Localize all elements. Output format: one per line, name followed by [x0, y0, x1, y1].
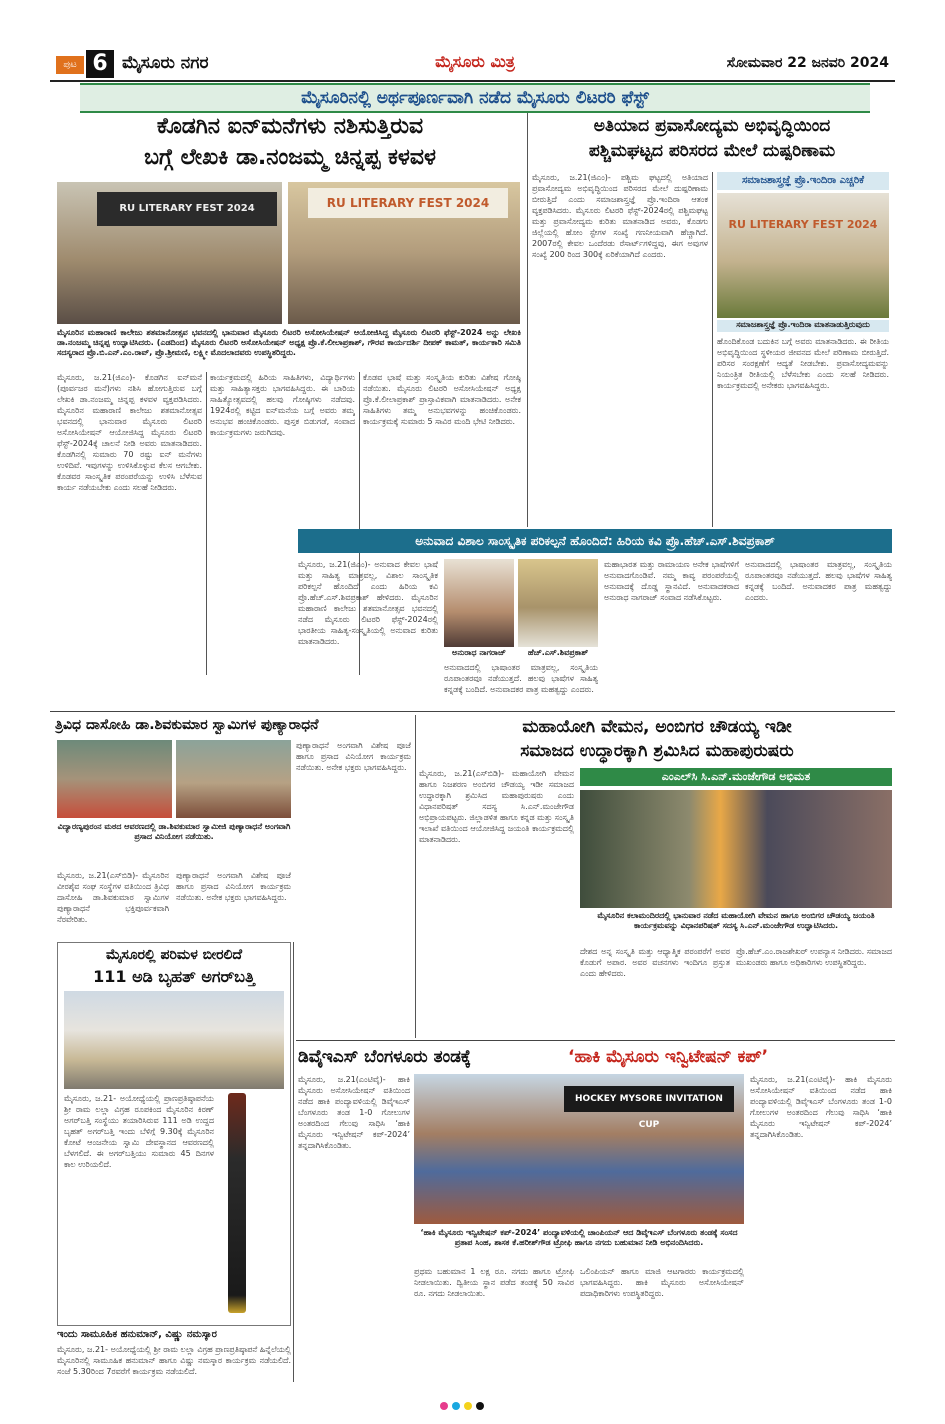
- story1-headline-line2: ಬಗ್ಗೆ ಲೇಖಕಿ ಡಾ.ನಂಜಮ್ಮ ಚಿನ್ನಪ್ಪ ಕಳವಳ: [144, 145, 436, 170]
- page-label: ಪುಟ: [56, 56, 84, 74]
- story8-headline-a: ಡಿವೈಇಎಸ್ ಬೆಂಗಳೂರು ತಂಡಕ್ಕೆ: [298, 1047, 471, 1067]
- story6-col-text: ಮೈಸೂರು, ಜ.21- ಅಯೋಧ್ಯೆಯಲ್ಲಿ ಪ್ರಾಣಪ್ರತಿಷ್ಠಾಪನೆಯ ಶ್ರೀ ರಾಮ ಲಲ್ಲಾ ವಿಗ್ರಹ ರೂಪಕಿಂದ ಮೈಸೂರಿನ ಕಿರಣ್ ಅಗರ್‌ಬತ್ತಿ ಸಂಸ್ಥೆಯು ತಯಾರಿಸಿರುವ 111 ಅಡಿ ಉದ್ದದ ಬೃಹತ್ ಅಗರ್‌ಬತ್ತಿ ಇಂದು ಬೆಳಿಗ್ಗೆ 9.30ಕ್ಕೆ ಮೈಸೂರಿನ ಕೋಟೆ ಆಂಜನೇಯ ಸ್ವಾಮಿ ದೇವಸ್ಥಾನದ ಆವರಣದಲ್ಲಿ ಬೆಳಗಲಿದೆ. ಈ ಅಗರ್‌ಬತ್ತಿಯು ಸುಮಾರು 45 ದಿನಗಳ ಕಾಲ ಉರಿಯಲಿದೆ.: [64, 1094, 214, 1169]
- story1-col1-text: ಮೈಸೂರು, ಜ.21(ಜಿಎಂ)- ಕೊಡಗಿನ ಐನ್‌ಮನೆ (ಪೂರ್ವಜರ ಮನೆ)ಗಳು ನಶಿಸಿ ಹೋಗುತ್ತಿರುವ ಬಗ್ಗೆ ಲೇಖಕಿ ಡಾ.ನಂಜಮ್ಮ ಚಿನ್ನಪ್ಪ ಕಳವಳ ವ್ಯಕ್ತಪಡಿಸಿದರು. ಮೈಸೂರಿನ ಮಹಾರಾಣಿ ಕಾಲೇಜು ಶತಮಾನೋತ್ಸವ ಭವನದಲ್ಲಿ ಭಾನುವಾರ ಮೈಸೂರು ಲಿಟರರಿ ಅಸೋಸಿಯೇಷನ್ ಆಯೋಜಿಸಿದ್ದ ಮೈಸೂರು ಲಿಟರರಿ ಫೆಸ್ಟ್-2024ಕ್ಕೆ ಚಾಲನೆ ನೀಡಿ ಅವರು ಮಾತನಾಡಿದರು. ಕೊಡಗಿನಲ್ಲಿ ಸುಮಾರು 70 ರಷ್ಟು ಐನ್ ಮನೆಗಳು ಉಳಿದಿವೆ. ಇವುಗಳನ್ನು ಉಳಿಸಿಕೊಳ್ಳುವ ಕೆಲಸ ಆಗಬೇಕು. ಕೊಡವರ ಸಾಂಸ್ಕೃತಿಕ ಪರಂಪರೆಯನ್ನು ಉಳಿಸಿ ಬೆಳೆಸುವ ಕಾರ್ಯ ನಡೆಯಬೇಕು ಎಂದು ಸಲಹೆ ನೀಡಿದರು.: [57, 373, 202, 492]
- story3-photo-anuradha: [444, 559, 514, 647]
- story4-col3-text: ಪುಣ್ಯಾರಾಧನೆ ಅಂಗವಾಗಿ ವಿಶೇಷ ಪೂಜೆ ಹಾಗೂ ಪ್ರಸಾದ ವಿನಿಯೋಗ ಕಾರ್ಯಕ್ರಮ ನಡೆಯಿತು. ಅನೇಕ ಭಕ್ತರು ಭಾಗವಹಿಸಿದ್ದರು.: [296, 741, 411, 772]
- story6-box: [57, 942, 291, 1326]
- story4-photo-2: [176, 740, 291, 818]
- story3-caption-right: ಹೆಚ್.ಎಸ್.ಶಿವಪ್ರಕಾಶ್: [527, 648, 589, 657]
- story3-col4-text: ಅನುವಾದದಲ್ಲಿ ಭಾಷಾಂತರ ಮಾತ್ರವಲ್ಲ, ಸಂಸ್ಕೃತಿಯ ರೂಪಾಂತರವೂ ನಡೆಯುತ್ತದೆ. ಹಲವು ಭಾಷೆಗಳ ಸಾಹಿತ್ಯ ಕನ್ನಡಕ್ಕೆ ಬಂದಿದೆ. ಅನುವಾದಕರ ಪಾತ್ರ ಮಹತ್ವದ್ದು ಎಂದರು.: [745, 560, 892, 602]
- story5-headline-line1: ಮಹಾಯೋಗಿ ವೇಮನ, ಅಂಬಿಗರ ಚೌಡಯ್ಯ ಇಡೀ: [522, 717, 792, 737]
- story1-headline-line1: ಕೊಡಗಿನ ಐನ್‌ಮನೆಗಳು ನಶಿಸುತ್ತಿರುವ: [156, 114, 424, 139]
- story8-col3-text: ಒಲಿಂಪಿಯನ್ ಹಾಗೂ ಮಾಜಿ ಆಟಗಾರರು ಕಾರ್ಯಕ್ರಮದಲ್ಲಿ ಭಾಗವಹಿಸಿದ್ದರು. ಹಾಕಿ ಮೈಸೂರು ಅಸೋಸಿಯೇಷನ್ ಪದಾಧಿಕಾರಿಗಳು ಉಪಸ್ಥಿತರಿದ್ದರು.: [580, 1267, 744, 1298]
- masthead: ಮೈಸೂರು ಮಿತ್ರ: [435, 52, 515, 71]
- story8-photo-team: [414, 1074, 744, 1224]
- agarbatti-image: [228, 1093, 246, 1313]
- story8-photo-banner: HOCKEY MYSORE INVITATION CUP: [564, 1086, 734, 1112]
- story4-caption: ವಿದ್ಯಾರಣ್ಯಪುರಂನ ಮಠದ ಆವರಣದಲ್ಲಿ ಡಾ.ಶಿವಕುಮಾರ ಸ್ವಾಮೀಜಿ ಪುಣ್ಯಾರಾಧನೆ ಅಂಗವಾಗಿ ಪ್ರಸಾದ ವಿನಿಯೋಗ ನಡೆಯಿತು.: [57, 822, 291, 841]
- story1-photo-banner: RU LITERARY FEST 2024: [97, 192, 277, 226]
- story2-column-1: [532, 172, 708, 527]
- story5-column-2: [580, 946, 730, 1038]
- page-date: ಸೋಮವಾರ 22 ಜನವರಿ 2024: [726, 55, 889, 71]
- story5-tag: ಎಂಎಲ್‌ಸಿ ಸಿ.ಎನ್.ಮಂಜೇಗೌಡ ಅಭಿಮತ: [580, 768, 892, 786]
- story8-column-1: [298, 1074, 410, 1380]
- story4-photo-1: [57, 740, 172, 818]
- story3-column-4: [745, 559, 892, 707]
- story4-column-1: [57, 870, 169, 938]
- story8-column-2: [414, 1266, 574, 1380]
- story8-column-4: [750, 1074, 892, 1380]
- story5-col1-text: ಮೈಸೂರು, ಜ.21(ಎಸ್‌ಬಿಡಿ)- ಮಹಾಯೋಗಿ ವೇಮನ ಹಾಗೂ ನಿಜಶರಣ ಅಂಬಿಗರ ಚೌಡಯ್ಯ ಇಡೀ ಸಮಾಜದ ಉದ್ಧಾರಕ್ಕಾಗಿ ಶ್ರಮಿಸಿದ ಮಹಾಪುರುಷರು ಎಂದು ವಿಧಾನಪರಿಷತ್ ಸದಸ್ಯ ಸಿ.ಎನ್.ಮಂಜೇಗೌಡ ಅಭಿಪ್ರಾಯಪಟ್ಟರು. ಜಿಲ್ಲಾಡಳಿತ ಹಾಗೂ ಕನ್ನಡ ಮತ್ತು ಸಂಸ್ಕೃತಿ ಇಲಾಖೆ ವತಿಯಿಂದ ಆಯೋಜಿಸಿದ್ದ ಜಯಂತಿ ಕಾರ್ಯಕ್ರಮದಲ್ಲಿ ಮಾತನಾಡಿದರು.: [419, 769, 574, 844]
- story3-photo-shivaprakash: [518, 559, 598, 647]
- story3-column-2: [444, 662, 598, 707]
- story2-column-2: [717, 336, 889, 527]
- story5-column-1: [419, 768, 574, 1038]
- story8-headline-b: ‘ಹಾಕಿ ಮೈಸೂರು ಇನ್ವಿಟೇಷನ್ ಕಪ್’: [568, 1047, 769, 1067]
- registration-marks: [0, 1400, 945, 1414]
- story6-headline: ಮೈಸೂರಲ್ಲಿ ಪರಿಮಳ ಬೀರಲಿದೆ: [105, 947, 243, 963]
- story2-headline-line1: ಅತಿಯಾದ ಪ್ರವಾಸೋದ್ಯಮ ಅಭಿವೃದ್ಧಿಯಿಂದ: [593, 116, 831, 136]
- story8-col1-text: ಮೈಸೂರು, ಜ.21(ಎಂಟಿವೈ)- ಹಾಕಿ ಮೈಸೂರು ಅಸೋಸಿಯೇಷನ್ ವತಿಯಿಂದ ನಡೆದ ಹಾಕಿ ಪಂದ್ಯಾವಳಿಯಲ್ಲಿ ಡಿವೈಇಎಸ್ ಬೆಂಗಳೂರು ತಂಡ 1-0 ಗೋಲುಗಳ ಅಂತರದಿಂದ ಗೆಲುವು ಸಾಧಿಸಿ ‘ಹಾಕಿ ಮೈಸೂರು ಇನ್ವಿಟೇಷನ್ ಕಪ್-2024’ ತನ್ನದಾಗಿಸಿಕೊಂಡಿತು.: [298, 1075, 410, 1150]
- story5-caption: ಮೈಸೂರಿನ ಕಲಾಮಂದಿರದಲ್ಲಿ ಭಾನುವಾರ ನಡೆದ ಮಹಾಯೋಗಿ ವೇಮನ ಹಾಗೂ ಅಂಬಿಗರ ಚೌಡಯ್ಯ ಜಯಂತಿ ಕಾರ್ಯಕ್ರಮವನ್ನು ವಿಧಾನಪರಿಷತ್ ಸದಸ್ಯ ಸಿ.ಎನ್.ಮಂಜೇಗೌಡ ಉದ್ಘಾಟಿಸಿದರು.: [597, 911, 875, 930]
- story4-headline: ತ್ರಿವಿಧ ದಾಸೋಹಿ ಡಾ.ಶಿವಕುಮಾರ ಸ್ವಾಮಿಗಳ ಪುಣ್ಯಾರಾಧನೆ: [55, 717, 319, 733]
- page-header: [50, 50, 895, 82]
- story8-column-3: [580, 1266, 744, 1380]
- story3-col3-text: ಮಹಾಭಾರತ ಮತ್ತು ರಾಮಾಯಣ ಅನೇಕ ಭಾಷೆಗಳಿಗೆ ಅನುವಾದಗೊಂಡಿವೆ. ನಮ್ಮ ಕಾವ್ಯ ಪರಂಪರೆಯಲ್ಲಿ ಅನುವಾದಕ್ಕೆ ದೊಡ್ಡ ಸ್ಥಾನವಿದೆ. ಅನುವಾದಕರಾದ ಅನುರಾಧ ನಾಗರಾಜ್ ಸಂವಾದ ನಡೆಸಿಕೊಟ್ಟರು.: [604, 560, 739, 602]
- story5-col2-text: ದೇಶದ ಅನ್ನ ಸಂಸ್ಕೃತಿ ಮತ್ತು ಆಧ್ಯಾತ್ಮಿಕ ಪರಂಪರೆಗೆ ಅವರ ಕೊಡುಗೆ ಅಪಾರ. ಅವರ ವಚನಗಳು ಇಂದಿಗೂ ಪ್ರಸ್ತುತ ಎಂದು ಹೇಳಿದರು.: [580, 947, 730, 978]
- story1-photo-speaker: [288, 182, 520, 324]
- story7-col-text: ಮೈಸೂರು, ಜ.21- ಅಯೋಧ್ಯೆಯಲ್ಲಿ ಶ್ರೀ ರಾಮ ಲಲ್ಲಾ ವಿಗ್ರಹ ಪ್ರಾಣಪ್ರತಿಷ್ಠಾಪನೆ ಹಿನ್ನೆಲೆಯಲ್ಲಿ ಮೈಸೂರಿನಲ್ಲಿ ಸಾಮೂಹಿಕ ಹನುಮಾನ್ ಹಾಗೂ ವಿಷ್ಣು ನಮಸ್ಕಾರ ಕಾರ್ಯಕ್ರಮ ನಡೆಯಲಿದೆ. ಸಂಜೆ 5.30ರಿಂದ 7ರವರೆಗೆ ಕಾರ್ಯಕ್ರಮ ನಡೆಯಲಿದೆ.: [57, 1345, 291, 1376]
- story2-photo-banner: RU LITERARY FEST 2024: [728, 218, 878, 231]
- story5-column-3: [736, 946, 892, 1038]
- story8-col2-text: ಪ್ರಥಮ ಬಹುಮಾನ 1 ಲಕ್ಷ ರೂ. ನಗದು ಹಾಗೂ ಟ್ರೋಫಿ ನೀಡಲಾಯಿತು. ದ್ವಿತೀಯ ಸ್ಥಾನ ಪಡೆದ ತಂಡಕ್ಕೆ 50 ಸಾವಿರ ರೂ. ನಗದು ನೀಡಲಾಯಿತು.: [414, 1267, 574, 1298]
- story6-subhead: 111 ಅಡಿ ಬೃಹತ್ ಅಗರ್‌ಬತ್ತಿ: [93, 967, 255, 986]
- page-number: 6: [86, 50, 114, 78]
- story2-col2-text: ಹೊಂದಿಕೊಂಡ ಬದುಕಿನ ಬಗ್ಗೆ ಅವರು ಮಾತನಾಡಿದರು. ಈ ರೀತಿಯ ಅಭಿವೃದ್ಧಿಯಿಂದ ಸ್ಥಳೀಯರ ಜೀವನದ ಮೇಲೆ ಪರಿಣಾಮ ಬೀರುತ್ತಿದೆ. ಪರಿಸರ ಸಂರಕ್ಷಣೆಗೆ ಆದ್ಯತೆ ನೀಡಬೇಕು. ಪ್ರವಾಸೋದ್ಯಮವನ್ನು ನಿಯಂತ್ರಿತ ರೀತಿಯಲ್ಲಿ ಬೆಳೆಸಬೇಕು ಎಂದು ಸಲಹೆ ನೀಡಿದರು. ಕಾರ್ಯಕ್ರಮದಲ್ಲಿ ಅನೇಕರು ಭಾಗವಹಿಸಿದ್ದರು.: [717, 337, 889, 390]
- story3-caption-left: ಅನುರಾಧ ನಾಗರಾಜ್: [452, 648, 506, 657]
- top-banner: [80, 83, 870, 113]
- story5-photo-event: [580, 790, 892, 908]
- story3-banner: ಅನುವಾದ ವಿಶಾಲ ಸಾಂಸ್ಕೃತಿಕ ಪರಿಕಲ್ಪನೆ ಹೊಂದಿದೆ: ಹಿರಿಯ ಕವಿ ಪ್ರೊ.ಹೆಚ್.ಎಸ್.ಶಿವಪ್ರಕಾಶ್: [298, 529, 892, 553]
- story5-col3-text: ಪ್ರೊ.ಹೆಚ್.ಎಂ.ರಾಜಶೇಖರ್ ಉಪನ್ಯಾಸ ನೀಡಿದರು. ಸಮಾಜದ ಮುಖಂಡರು ಹಾಗೂ ಅಧಿಕಾರಿಗಳು ಉಪಸ್ಥಿತರಿದ್ದರು.: [736, 947, 892, 967]
- story7-headline: ಇಂದು ಸಾಮೂಹಿಕ ಹನುಮಾನ್, ವಿಷ್ಣು ನಮಸ್ಕಾರ: [57, 1329, 217, 1340]
- story4-column-3: [296, 740, 411, 1065]
- story1-photo-inauguration: [57, 182, 282, 324]
- section-name: ಮೈಸೂರು ನಗರ: [122, 53, 209, 73]
- story4-col1-text: ಮೈಸೂರು, ಜ.21(ಎಸ್‌ಬಿಡಿ)- ಮೈಸೂರಿನ ವೀರಶೈವ ಸಂಘ ಸಂಸ್ಥೆಗಳ ವತಿಯಿಂದ ತ್ರಿವಿಧ ದಾಸೋಹಿ ಡಾ.ಶಿವಕುಮಾರ ಸ್ವಾಮಿಗಳ ಪುಣ್ಯಾರಾಧನೆ ಭಕ್ತಿಪೂರ್ವಕವಾಗಿ ನೆರವೇರಿತು.: [57, 871, 169, 924]
- story1-col2-text: ಕಾರ್ಯಕ್ರಮದಲ್ಲಿ ಹಿರಿಯ ಸಾಹಿತಿಗಳು, ವಿದ್ಯಾರ್ಥಿಗಳು ಮತ್ತು ಸಾಹಿತ್ಯಾಸಕ್ತರು ಭಾಗವಹಿಸಿದ್ದರು. ಈ ಬಾರಿಯ ಸಾಹಿತ್ಯೋತ್ಸವದಲ್ಲಿ ಹಲವು ಗೋಷ್ಠಿಗಳು ನಡೆದವು. 1924ರಲ್ಲಿ ಕಟ್ಟಿದ ಐನ್‌ಮನೆಯ ಬಗ್ಗೆ ಅವರು ತಮ್ಮ ಅನುಭವ ಹಂಚಿಕೊಂಡರು. ಪುಸ್ತಕ ಬಿಡುಗಡೆ, ಸಂವಾದ ಕಾರ್ಯಕ್ರಮಗಳು ಜರುಗಿದವು.: [210, 373, 355, 437]
- story4-col2-text: ಪುಣ್ಯಾರಾಧನೆ ಅಂಗವಾಗಿ ವಿಶೇಷ ಪೂಜೆ ಹಾಗೂ ಪ್ರಸಾದ ವಿನಿಯೋಗ ಕಾರ್ಯಕ್ರಮ ನಡೆಯಿತು. ಅನೇಕ ಭಕ್ತರು ಭಾಗವಹಿಸಿದ್ದರು.: [176, 871, 291, 902]
- story2-col1-text: ಮೈಸೂರು, ಜ.21(ಜಿಎಂ)- ಪಶ್ಚಿಮ ಘಟ್ಟದಲ್ಲಿ ಅತಿಯಾದ ಪ್ರವಾಸೋದ್ಯಮ ಅಭಿವೃದ್ಧಿಯಿಂದ ಪರಿಸರದ ಮೇಲೆ ದುಷ್ಪರಿಣಾಮ ಬೀರುತ್ತಿದೆ ಎಂದು ಸಮಾಜಶಾಸ್ತ್ರಜ್ಞೆ ಪ್ರೊ.ಇಂದಿರಾ ಆತಂಕ ವ್ಯಕ್ತಪಡಿಸಿದರು. ಮೈಸೂರು ಲಿಟರರಿ ಫೆಸ್ಟ್-2024ರಲ್ಲಿ ಪಶ್ಚಿಮಘಟ್ಟ ಮತ್ತು ಪ್ರವಾಸೋದ್ಯಮ ಕುರಿತು ಮಾತನಾಡಿದ ಅವರು, ಕೊಡಗು ಜಿಲ್ಲೆಯಲ್ಲಿ ಹೋಂ ಸ್ಟೇಗಳ ಸಂಖ್ಯೆ ಗಣನೀಯವಾಗಿ ಹೆಚ್ಚಾಗಿದೆ. 2007ರಲ್ಲಿ ಕೇವಲ ಒಂದೆರಡು ರೆಸಾರ್ಟ್‌ಗಳಿದ್ದವು, ಈಗ ಅವುಗಳ ಸಂಖ್ಯೆ 200 ರಿಂದ 300ಕ್ಕೆ ಏರಿಕೆಯಾಗಿದೆ ಎಂದರು.: [532, 173, 708, 259]
- story2-caption: ಸಮಾಜಶಾಸ್ತ್ರಜ್ಞೆ ಪ್ರೊ.ಇಂದಿರಾ ಮಾತನಾಡುತ್ತಿರುವುದು: [717, 320, 889, 332]
- story6-column: [64, 1093, 214, 1317]
- story3-column-1: [298, 559, 438, 707]
- story8-col4-text: ಮೈಸೂರು, ಜ.21(ಎಂಟಿವೈ)- ಹಾಕಿ ಮೈಸೂರು ಅಸೋಸಿಯೇಷನ್ ವತಿಯಿಂದ ನಡೆದ ಹಾಕಿ ಪಂದ್ಯಾವಳಿಯಲ್ಲಿ ಡಿವೈಇಎಸ್ ಬೆಂಗಳೂರು ತಂಡ 1-0 ಗೋಲುಗಳ ಅಂತರದಿಂದ ಗೆಲುವು ಸಾಧಿಸಿ ‘ಹಾಕಿ ಮೈಸೂರು ಇನ್ವಿಟೇಷನ್ ಕಪ್-2024’ ತನ್ನದಾಗಿಸಿಕೊಂಡಿತು.: [750, 1075, 892, 1139]
- story1-column-3: [363, 372, 521, 527]
- story3-column-3: [604, 559, 739, 707]
- story1-column-1: [57, 372, 202, 675]
- story3-col2-text: ಅನುವಾದದಲ್ಲಿ ಭಾಷಾಂತರ ಮಾತ್ರವಲ್ಲ, ಸಂಸ್ಕೃತಿಯ ರೂಪಾಂತರವೂ ನಡೆಯುತ್ತದೆ. ಹಲವು ಭಾಷೆಗಳ ಸಾಹಿತ್ಯ ಕನ್ನಡಕ್ಕೆ ಬಂದಿದೆ. ಅನುವಾದಕರ ಪಾತ್ರ ಮಹತ್ವದ್ದು ಎಂದರು.: [444, 663, 598, 694]
- story3-col1-text: ಮೈಸೂರು, ಜ.21(ಜಿಎಂ)- ಅನುವಾದ ಕೇವಲ ಭಾಷೆ ಮತ್ತು ಸಾಹಿತ್ಯ ಮಾತ್ರವಲ್ಲ, ವಿಶಾಲ ಸಾಂಸ್ಕೃತಿಕ ಪರಿಕಲ್ಪನೆ ಹೊಂದಿದೆ ಎಂದು ಹಿರಿಯ ಕವಿ ಪ್ರೊ.ಹೆಚ್.ಎಸ್.ಶಿವಪ್ರಕಾಶ್ ಹೇಳಿದರು. ಮೈಸೂರಿನ ಮಹಾರಾಣಿ ಕಾಲೇಜು ಶತಮಾನೋತ್ಸವ ಭವನದಲ್ಲಿ ನಡೆದ ಮೈಸೂರು ಲಿಟರರಿ ಫೆಸ್ಟ್-2024ರಲ್ಲಿ ಭಾರತೀಯ ಸಾಹಿತ್ಯ-ಸಂಸ್ಕೃತಿಯಲ್ಲಿ ಅನುವಾದ ಕುರಿತು ಮಾತನಾಡಿದರು.: [298, 560, 438, 646]
- story2-tag: ಸಮಾಜಶಾಸ್ತ್ರಜ್ಞೆ ಪ್ರೊ.ಇಂದಿರಾ ಎಚ್ಚರಿಕೆ: [717, 172, 889, 190]
- story1-photo-banner2: RU LITERARY FEST 2024: [308, 188, 508, 218]
- story1-caption: ಮೈಸೂರಿನ ಮಹಾರಾಣಿ ಕಾಲೇಜು ಶತಮಾನೋತ್ಸವ ಭವನದಲ್ಲಿ ಭಾನುವಾರ ಮೈಸೂರು ಲಿಟರರಿ ಅಸೋಸಿಯೇಷನ್ ಆಯೋಜಿಸಿದ್ದ ಮೈಸೂರು ಲಿಟರರಿ ಫೆಸ್ಟ್-2024 ಅನ್ನು ಲೇಖಕಿ ಡಾ.ನಂಜಮ್ಮ ಚಿನ್ನಪ್ಪ ಉದ್ಘಾಟಿಸಿದರು. (ಎಡದಿಂದ) ಮೈಸೂರು ಲಿಟರರಿ ಅಸೋಸಿಯೇಷನ್ ಅಧ್ಯಕ್ಷ ಪ್ರೊ.ಕೆ.ಲೀಲಾಪ್ರಕಾಶ್, ಗೌರವ ಕಾರ್ಯದರ್ಶಿ ದೀಪಕ್ ಕಾಮತ್, ಕಾರ್ಯಕಾರಿ ಸಮಿತಿ ಸದಸ್ಯರಾದ ಪ್ರೊ.ಬಿ.ಎನ್.ಎಂ.ರಾವ್, ಪ್ರೊ.ಶ್ರೀಮಣಿ, ಲಕ್ಷ್ಮೀ ಮೊದಲಾದವರು ಉಪಸ್ಥಿತರಿದ್ದರು.: [57, 328, 521, 357]
- story6-photo-temple: [64, 991, 284, 1089]
- story4-column-2: [176, 870, 291, 938]
- story2-photo-speaker: [717, 193, 889, 318]
- story2-headline-line2: ಪಶ್ಚಿಮಘಟ್ಟದ ಪರಿಸರದ ಮೇಲೆ ದುಷ್ಪರಿಣಾಮ: [588, 141, 836, 161]
- story7-column: [57, 1344, 291, 1378]
- top-banner-text: ಮೈಸೂರಿನಲ್ಲಿ ಅರ್ಥಪೂರ್ಣವಾಗಿ ನಡೆದ ಮೈಸೂರು ಲಿಟರರಿ ಫೆಸ್ಟ್: [301, 88, 649, 108]
- story1-col3-text: ಕೊಡವ ಭಾಷೆ ಮತ್ತು ಸಂಸ್ಕೃತಿಯ ಕುರಿತು ವಿಶೇಷ ಗೋಷ್ಠಿ ನಡೆಯಿತು. ಮೈಸೂರು ಲಿಟರರಿ ಅಸೋಸಿಯೇಷನ್ ಅಧ್ಯಕ್ಷ ಪ್ರೊ.ಕೆ.ಲೀಲಾಪ್ರಕಾಶ್ ಪ್ರಾಸ್ತಾವಿಕವಾಗಿ ಮಾತನಾಡಿದರು. ಅನೇಕ ಸಾಹಿತಿಗಳು ತಮ್ಮ ಅನುಭವಗಳನ್ನು ಹಂಚಿಕೊಂಡರು. ಕಾರ್ಯಕ್ರಮಕ್ಕೆ ಸುಮಾರು 5 ಸಾವಿರ ಮಂದಿ ಭೇಟಿ ನೀಡಿದರು.: [363, 373, 521, 426]
- story5-headline-line2: ಸಮಾಜದ ಉದ್ಧಾರಕ್ಕಾಗಿ ಶ್ರಮಿಸಿದ ಮಹಾಪುರುಷರು: [520, 741, 794, 761]
- story8-caption: ‘ಹಾಕಿ ಮೈಸೂರು ಇನ್ವಿಟೇಷನ್ ಕಪ್-2024’ ಪಂದ್ಯಾವಳಿಯಲ್ಲಿ ಚಾಂಪಿಯನ್ ಆದ ಡಿವೈಇಎಸ್ ಬೆಂಗಳೂರು ತಂಡಕ್ಕೆ ಸಂಸದ ಪ್ರತಾಪ ಸಿಂಹ, ಶಾಸಕ ಕೆ.ಹರೀಶ್‌ಗೌಡ ಟ್ರೋಫಿ ಹಾಗೂ ನಗದು ಬಹುಮಾನ ನೀಡಿ ಅಭಿನಂದಿಸಿದರು.: [420, 1228, 738, 1247]
